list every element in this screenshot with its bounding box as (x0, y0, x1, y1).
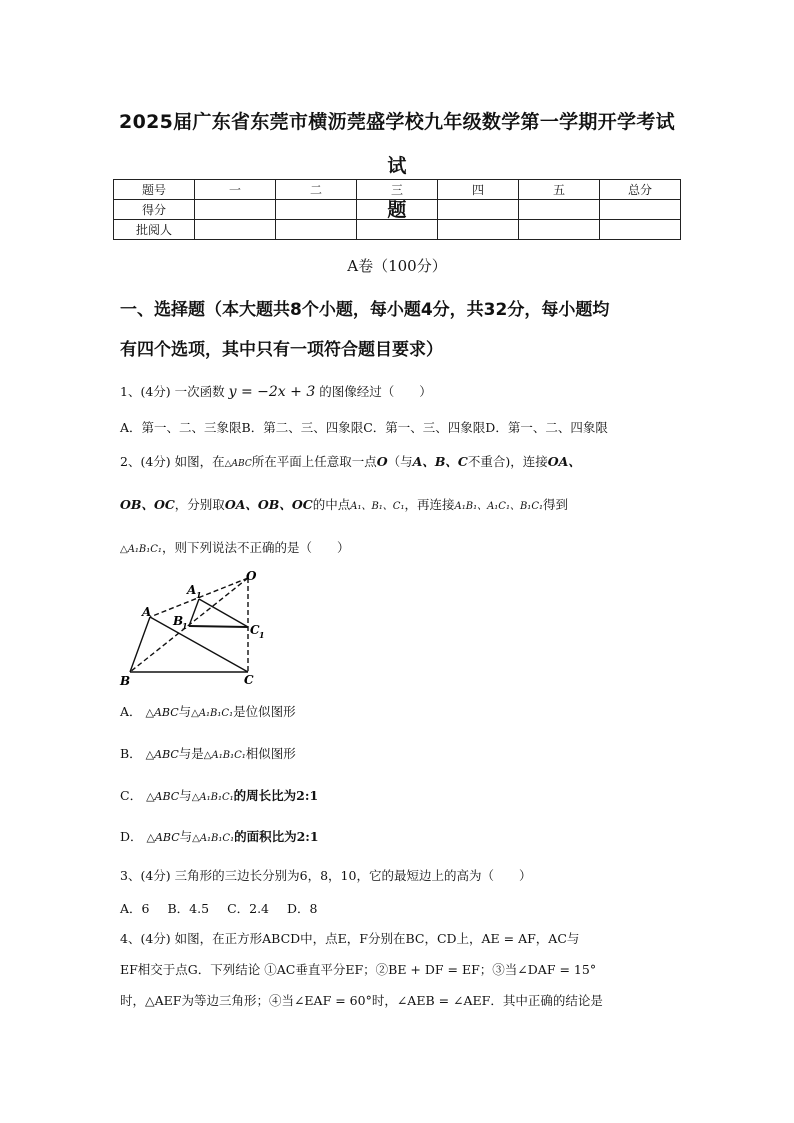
fig-label-b1: B (173, 614, 184, 628)
question-2-option-c (120, 786, 318, 804)
question-1-suffix: 的图像经过（ ） (319, 384, 432, 399)
score-cell (195, 200, 276, 220)
grader-cell (438, 220, 519, 240)
question-1-formula: y = −2x + 3 (228, 384, 316, 400)
fig-label-b: B (120, 674, 131, 688)
q2-midpoints: A₁、B₁、C₁ (350, 501, 405, 512)
q2-text: ，再连接 (404, 497, 455, 512)
fig-label-b1-sub: 1 (182, 621, 188, 631)
q2-text: ，则下列说法不正确的是（ ） (161, 540, 350, 555)
question-2-option-d (120, 827, 319, 845)
question-2-figure (118, 568, 268, 690)
row-label: 批阅人 (114, 220, 195, 240)
q2-text: （与 (387, 454, 413, 469)
header-cell: 二 (276, 180, 357, 200)
question-2-line-2 (120, 495, 685, 513)
question-1-option-d: D．第一、二、四象限 (485, 420, 608, 435)
q2-text: 不重合)，连接 (467, 454, 548, 469)
option-letter: B． (120, 746, 142, 761)
question-3-option-c: C．2.4 (227, 901, 270, 916)
option-triangle: △A₁B₁C₁ (203, 750, 246, 761)
question-2-option-a (120, 702, 296, 720)
option-text: 是位似图形 (233, 704, 296, 719)
question-4-line-3: 时，△AEF为等边三角形；④当∠EAF = 60°时，∠AEB = ∠AEF．其中正确的结论是 (120, 993, 603, 1008)
question-1-prefix: 1、(4分) 一次函数 (120, 384, 225, 399)
question-2-line-3 (120, 538, 685, 556)
q2-text: 2、(4分) 如图，在 (120, 454, 225, 469)
fig-label-a1: A (187, 583, 197, 597)
option-text: 与 (179, 829, 193, 844)
fig-line-a1c1 (199, 599, 248, 627)
option-triangle: △ABC (145, 706, 179, 719)
section-heading-line-2: 有四个选项，其中只有一项符合题目要求） (120, 340, 443, 360)
fig-label-a1-sub: 1 (196, 590, 202, 600)
q2-text: 得到 (542, 497, 568, 512)
header-cell: 四 (438, 180, 519, 200)
option-triangle: △A₁B₁C₁ (192, 833, 235, 844)
q2-segment: OA、 (547, 454, 581, 469)
option-letter: C． (120, 788, 143, 803)
question-3-stem: 3、(4分) 三角形的三边长分别为6，8，10，它的最短边上的高为（ ） (120, 868, 532, 883)
question-1-options (120, 418, 608, 436)
header-cell: 总分 (600, 180, 681, 200)
question-3-option-a: A．6 (120, 901, 150, 916)
fig-label-o: O (246, 569, 257, 583)
title-line-2: 题 (387, 199, 407, 221)
question-4-line-2: EF相交于点G．下列结论 ①AC垂直平分EF；②BE + DF = EF；③当∠DAF = 15° (120, 962, 597, 977)
fig-label-c: C (244, 673, 254, 687)
option-triangle: △A₁B₁C₁ (191, 792, 234, 803)
option-text: 与 (179, 788, 192, 803)
q2-text: 的中点 (312, 497, 351, 512)
fig-line-b1c1 (189, 626, 248, 627)
score-cell (600, 200, 681, 220)
fig-line-a1b1 (189, 599, 199, 626)
question-2-line-1 (120, 452, 685, 470)
option-text: 与 (178, 704, 192, 719)
option-text: 与是 (178, 746, 204, 761)
grader-cell (357, 220, 438, 240)
q2-point-o: O (376, 454, 388, 469)
q2-text: 所在平面上任意取一点 (251, 454, 377, 469)
question-1-option-a: A．第一、二、三象限 (120, 420, 242, 435)
option-text: 相似图形 (245, 746, 296, 761)
header-cell: 五 (519, 180, 600, 200)
question-1-stem (120, 382, 685, 400)
q2-points: A、B、C (412, 454, 468, 469)
fig-label-c1: C (250, 623, 260, 637)
q2-text: ，分别取 (174, 497, 225, 512)
grader-row (114, 220, 681, 240)
option-letter: A． (120, 704, 142, 719)
score-cell (357, 200, 438, 220)
q2-segments: OB、OC (120, 497, 175, 512)
grader-cell (195, 220, 276, 240)
option-triangle: △ABC (146, 831, 180, 844)
score-row (114, 200, 681, 220)
q2-segments: OA、OB、OC (224, 497, 313, 512)
option-triangle: △A₁B₁C₁ (191, 708, 234, 719)
question-3-option-d: D．8 (287, 901, 318, 916)
option-triangle: △ABC (145, 748, 179, 761)
grader-cell (600, 220, 681, 240)
fig-label-c1-sub: 1 (259, 630, 265, 640)
score-cell (519, 200, 600, 220)
section-heading (120, 290, 680, 370)
q2-triangle-a1b1c1: △A₁B₁C₁ (120, 544, 162, 555)
row-label: 得分 (114, 200, 195, 220)
question-2-option-b (120, 744, 296, 762)
title-line-1: 2025届广东省东莞市横沥莞盛学校九年级数学第一学期开学考试试 (119, 111, 675, 177)
question-4-line-1: 4、(4分) 如图，在正方形ABCD中，点E，F分别在BC，CD上，AE = AF，AC与 (120, 931, 580, 946)
header-cell: 题号 (114, 180, 195, 200)
question-1-option-b: B．第二、三、四象限 (241, 420, 364, 435)
header-cell: 三 (357, 180, 438, 200)
score-cell (276, 200, 357, 220)
option-triangle: △ABC (146, 790, 180, 803)
paper-section-heading: A卷（100分） (347, 257, 447, 275)
fig-label-a: A (142, 605, 152, 619)
score-cell (438, 200, 519, 220)
score-table (113, 179, 681, 240)
question-1-option-c: C．第一、三、四象限 (363, 420, 486, 435)
grader-cell (519, 220, 600, 240)
score-table-header-row (114, 180, 681, 200)
header-cell: 一 (195, 180, 276, 200)
option-text: 的周长比为2:1 (233, 788, 319, 803)
question-3-option-b: B．4.5 (167, 901, 210, 916)
question-3-options (120, 899, 318, 917)
q2-segments-small: A₁B₁、A₁C₁、B₁C₁ (454, 501, 543, 512)
option-text: 的面积比为2:1 (234, 829, 319, 844)
section-heading-line-1: 一、选择题（本大题共8个小题，每小题4分，共32分，每小题均 (120, 300, 610, 320)
q2-triangle-abc: △ABC (224, 459, 252, 469)
grader-cell (276, 220, 357, 240)
option-letter: D． (120, 829, 143, 844)
